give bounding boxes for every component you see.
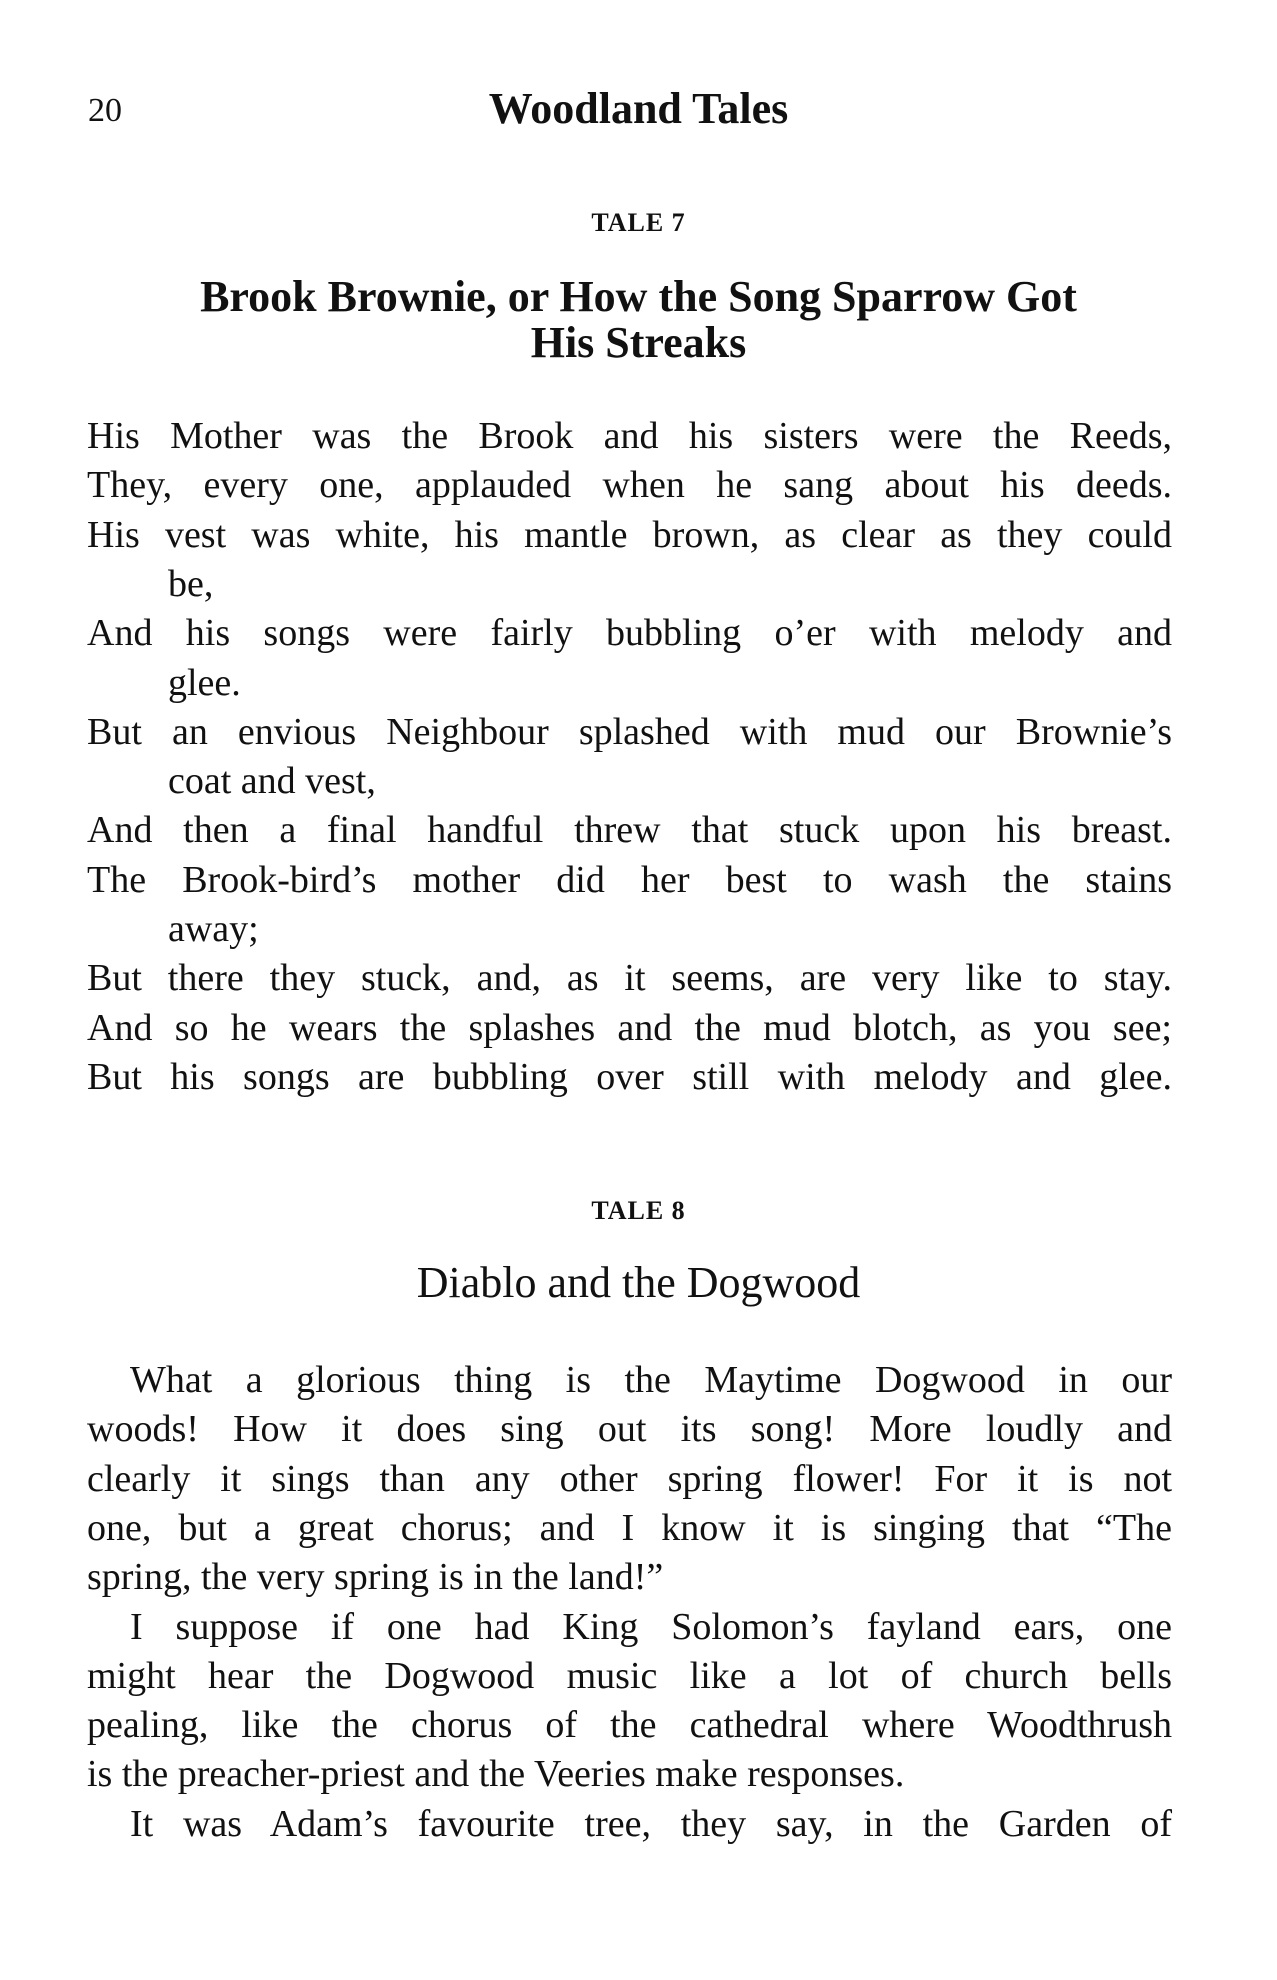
poem-line: But his songs are bubbling over still with melody and glee. [87, 1055, 1172, 1098]
poem-line: glee. [168, 661, 241, 704]
running-title: Woodland Tales [488, 84, 789, 133]
text-line: spring, the very spring is in the land!” [87, 1556, 664, 1599]
text-line: What a glorious thing is the Maytime Dogwood in our [130, 1359, 1172, 1401]
poem-line: But there they stuck, and, as it seems, are very like to stay. [87, 957, 1172, 1000]
tale-7-title: Brook Brownie, or How the Song Sparrow Got [200, 272, 1077, 321]
poem-line: His vest was white, his mantle brown, as clear as they could [87, 513, 1172, 556]
text-line: pealing, like the chorus of the cathedral where Woodthrush [87, 1704, 1172, 1747]
text-line: It was Adam’s favourite tree, they say, in the Garden of [130, 1802, 1172, 1845]
page-number: 20 [88, 92, 122, 129]
poem-line: And so he wears the splashes and the mud blotch, as you see; [87, 1006, 1172, 1049]
text-line: I suppose if one had King Solomon’s fayland ears, one [130, 1605, 1172, 1648]
poem-line: coat and vest, [168, 760, 376, 803]
text-line: might hear the Dogwood music like a lot of church bells [87, 1654, 1172, 1697]
poem-line: But an envious Neighbour splashed with mud our Brownie’s [87, 710, 1172, 753]
poem-line: The Brook-bird’s mother did her best to wash the stains [87, 858, 1172, 901]
text-line: clearly it sings than any other spring flower! For it is not [87, 1457, 1172, 1500]
tale-7-label: TALE 7 [591, 208, 686, 237]
poem-line: And his songs were fairly bubbling o’er with melody and [87, 612, 1172, 655]
poem-line: They, every one, applauded when he sang about his deeds. [87, 464, 1172, 507]
tale-8-title: Diablo and the Dogwood [416, 1258, 861, 1307]
tale-7-title-line2: His Streaks [530, 318, 747, 367]
text-line: woods! How it does sing out its song! More loudly and [87, 1408, 1172, 1451]
poem-line: away; [168, 908, 259, 950]
tale-8-label: TALE 8 [591, 1196, 686, 1225]
poem-line: His Mother was the Brook and his sisters were the Reeds, [87, 415, 1172, 457]
text-line: one, but a great chorus; and I know it is singing that “The [87, 1506, 1172, 1549]
poem-line: And then a final handful threw that stuck upon his breast. [87, 809, 1172, 852]
text-line: is the preacher-priest and the Veeries make responses. [87, 1753, 905, 1796]
poem-line: be, [168, 562, 214, 605]
